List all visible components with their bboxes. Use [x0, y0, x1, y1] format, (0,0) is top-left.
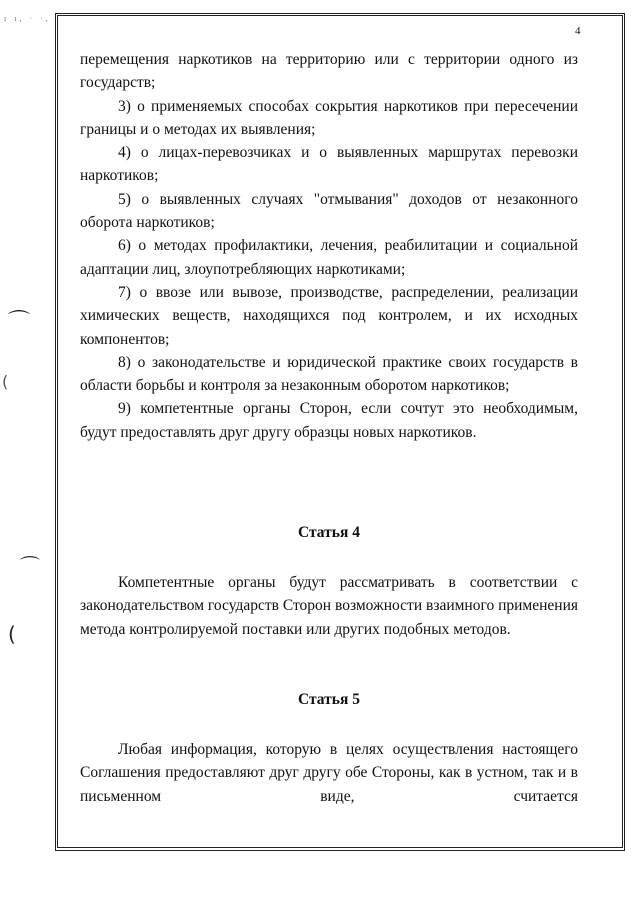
margin-mark-paren-2: (: [8, 622, 16, 646]
article-4-paragraph: Компетентные органы будут рассматривать в соответствии с законодательством государств Сторон возможности взаимного применения метода контролируемой поставки или других подобных методов.: [80, 574, 578, 638]
article-5-heading: Статья 5: [298, 691, 360, 708]
article-5-paragraph: Любая информация, которую в целях осуществления настоящего Соглашения предоставляют друг другу обе Стороны, как в устном, так и в письменном виде, считается: [80, 741, 578, 805]
list-item-6: 6) о методах профилактики, лечения, реабилитации и социальной адаптации лиц, злоупотребляющих наркотиками;: [80, 237, 578, 278]
margin-mark-arc-2: ⌒: [20, 554, 40, 578]
list-section: [80, 48, 578, 444]
list-item-5: 5) о выявленных случаях "отмывания" доходов от незаконного оборота наркотиков;: [80, 190, 578, 232]
margin-mark-paren-1: (: [2, 372, 9, 391]
margin-mark-arc-1: ⌒: [8, 310, 31, 335]
list-item-7: 7) о ввозе или вывозе, производстве, распределении, реализации химических веществ, находящихся под контролем, и их исходных компонентов;: [80, 283, 578, 348]
continued-paragraph: перемещения наркотиков на территорию или с территории одного из государств;: [80, 51, 578, 92]
article-4-heading: Статья 4: [298, 524, 360, 541]
page-number: 4: [575, 25, 581, 37]
article-5-body: [80, 738, 578, 808]
article-4-body: [80, 571, 578, 641]
list-item-9: 9) компетентные органы Сторон, если сочтут это необходимым, будут предоставлять друг другу образцы новых наркотиков.: [80, 400, 578, 441]
list-item-4: 4) о лицах-перевозчиках и о выявленных маршрутах перевозки наркотиков;: [80, 144, 578, 185]
list-item-8: 8) о законодательстве и юридической практике своих государств в области борьбы и контроля за незаконным оборотом наркотиков;: [80, 353, 578, 395]
list-item-3: 3) о применяемых способах сокрытия наркотиков при пересечении границы и о методах их выявления;: [80, 97, 578, 138]
scan-artifact-marks: ı ı, · ·,: [4, 14, 51, 23]
